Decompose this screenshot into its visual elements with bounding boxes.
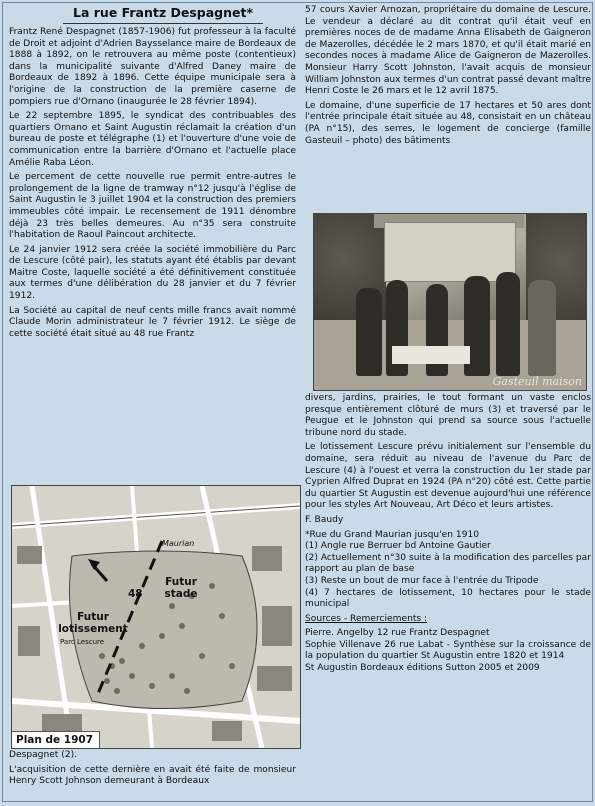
source-3: St Augustin Bordeaux éditions Sutton 2005 et 2009 [305,663,540,674]
map-1907 [11,485,301,749]
paragraph-vendeur: 57 cours Xavier Arnozan, propriétaire du domaine de Lescure. Le vendeur a déclaré au dit contrat qu'il était veuf en premières noces de de madame Anna Elisabeth de Gaigneron de Mazerolles, décédée le 2 mars 1870, et qu'il était marié en secondes noces à madame Alice de Gaigneron de Mazerolles. Monsieur Harry Scott Johnston, l'avait acquis de monsieur William Johnston aux termes d'un contrat passé devant maître Henri Coste le 26 mars et le 12 avril 1875. [305,5,591,97]
paragraph-acquisition: L'acquisition de cette dernière en avait été faite de monsieur Henry Scott Johnson demeurant à Bordeaux [9,764,296,787]
paragraph-despagnet-2: Despagnet (2). [9,750,78,760]
right-column-bottom [305,393,591,675]
paragraph-divers: divers, jardins, prairies, le tout formant un vaste enclos presque entièrement clôturé de murs (3) et traversé par le Peugue et le Johnston qui prend sa source sous l'actuelle tribune nord du stade. [305,393,591,438]
author-signature: F. Baudy [305,514,344,525]
map-street-maurian: Maurian [162,539,195,548]
article-page [2,2,593,802]
footnote-1: (1) Angle rue Berruer bd Antoine Gautier [305,541,491,552]
article-title: La rue Frantz Despagnet* [63,5,263,24]
paragraph-despagnet-bio: Frantz René Despagnet (1857-1906) fut professeur à la faculté de Droit et adjoint d'Adrien Baysselance maire de Bordeaux de 1888 à 1892, on le retrouvera au même poste (contentieux) dans la municipalité suivante d'Alfred Daney maire de Bordeaux de 1892 à 1896. Cette équipe municipale sera à l'origine de la construction de la première caserne de pompiers rue d'Ornano (inaugurée le 28 février 1894). [9,27,296,107]
source-1: Pierre. Angelby 12 rue Frantz Despagnet [305,628,490,639]
paragraph-lotissement: Le lotissement Lescure prévu initialement sur l'ensemble du domaine, sera réduit au niveau de l'avenue du Parc de Lescure (4) à l'ouest et verra la construction du 1er stade par Cyprien Alfred Duprat en 1924 (PA n°20) côté est. Cette partie du quartier St Augustin est devenue aujourd'hui une référence pour les styles Art Nouveau, Art Déco et leurs artistes. [305,442,591,511]
right-column-top [305,5,591,150]
left-column-top [9,27,296,343]
paragraph-percement: Le percement de cette nouvelle rue permit entre-autres le prolongement de la ligne de tramway n°12 jusqu'à l'église de Saint Augustin le 3 juillet 1904 et la construction des premiers immeubles côté impair. Le recensement de 1911 dénombre déjà 23 très belles demeures. Au n°35 sera construite l'habitation de Raoul Paincout architecte. [9,172,296,241]
map-label-lotissement: Futur lotissement [58,611,128,635]
sources-title: Sources - Remerciements : [305,613,428,624]
map-caption: Plan de 1907 [12,731,100,748]
historic-photo-gasteuil [313,213,587,391]
paragraph-societe-capital: La Société au capital de neuf cents mille francs avait nommé Claude Morin administrateur le 7 février 1912. Le siège de cette société était situé au 48 rue Frantz [9,305,296,339]
left-column-bottom [9,750,296,791]
source-2: Sophie Villenave 26 rue Labat - Synthèse sur la croissance de la population du quartier St Augustin entre 1820 et 1914 [305,639,591,662]
paragraph-domaine: Le domaine, d'une superficie de 17 hectares et 50 ares dont l'entrée principale était située au 48, consistait en un château (PA n°15), des serres, le logement de concierge (famille Gasteuil – photo) des bâtiments [305,100,591,146]
footnote-3: (3) Reste un bout de mur face à l'entrée du Tripode [305,575,539,586]
sources-list [305,628,591,674]
photo-signature: Gasteuil maison [492,375,582,388]
map-label-stade: Futur stade [164,576,198,600]
footnote-star: *Rue du Grand Maurian jusqu'en 1910 [305,529,480,540]
map-label-48: 48 [128,588,143,600]
footnotes [305,530,591,611]
footnote-4: (4) 7 hectares de lotissement, 10 hectares pour le stade municipal [305,587,591,610]
footnote-2: (2) Actuellement n°30 suite à la modification des parcelles par rapport au plan de base [305,552,591,575]
paragraph-syndicat: Le 22 septembre 1895, le syndicat des contribuables des quartiers Ornano et Saint Augustin réclamait la création d'un bureau de poste et télégraphe (1) et l'ouverture d'une voie de communication entre la barrière d'Ornano et l'actuelle place Amélie Raba Léon. [9,111,296,168]
map-street-lescure: Parc Lescure [60,638,105,646]
paragraph-societe-creation: Le 24 janvier 1912 sera créée la société immobilière du Parc de Lescure (côté pair), les statuts ayant été établis par devant Maitre Coste, laquelle société a été définitivement constituée aux termes d'une délibération du 28 janvier et du 7 février 1912. [9,244,296,302]
